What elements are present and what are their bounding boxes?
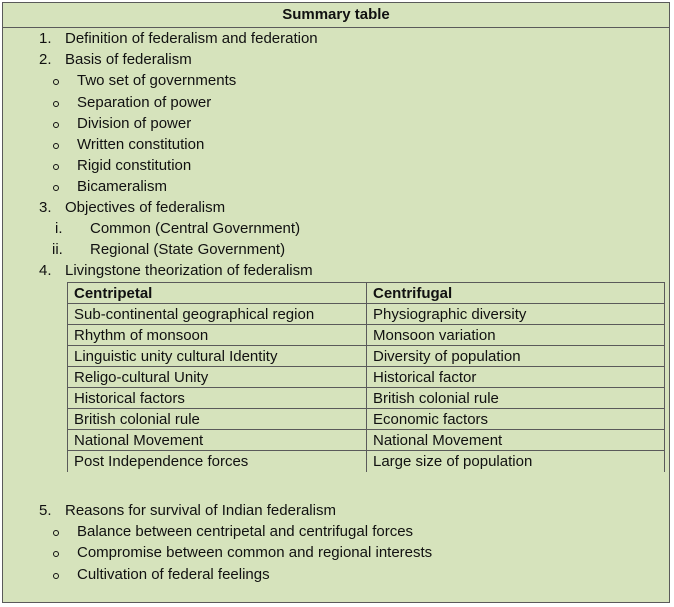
centrifugal-cell: Historical factor [367,367,665,388]
bullet-item [3,156,663,176]
centripetal-cell: Rhythm of monsoon [68,325,367,346]
sub-list-item [3,240,663,260]
circle-bullet-icon [53,143,59,149]
roman-numeral: ii. [52,241,63,258]
bullet-text: Rigid constitution [77,157,192,174]
list-item [3,50,663,70]
item-number: 3. [39,199,52,216]
bullet-text: Bicameralism [77,178,168,195]
table-row [68,409,665,430]
table-header-row [68,283,665,304]
centripetal-cell: British colonial rule [68,409,367,430]
centrifugal-cell: National Movement [367,430,665,451]
bullet-item [3,93,663,113]
item-text: Definition of federalism and federation [65,30,318,47]
circle-bullet-icon [53,185,59,191]
centrifugal-cell: Monsoon variation [367,325,665,346]
bullet-text: Balance between centripetal and centrifugal forces [77,523,414,540]
list-item [3,501,663,521]
item-text: Livingstone theorization of federalism [65,262,313,279]
bullet-text: Cultivation of federal feelings [77,566,270,583]
centripetal-cell: Sub-continental geographical region [68,304,367,325]
bullet-item [3,177,663,197]
circle-bullet-icon [53,573,59,579]
sub-item-text: Common (Central Government) [90,220,301,237]
list-item [3,29,663,49]
livingstone-table [67,282,665,472]
bullet-item [3,114,663,134]
table-row [68,451,665,472]
centripetal-cell: Historical factors [68,388,367,409]
table-row [68,346,665,367]
centrifugal-cell: British colonial rule [367,388,665,409]
item-text: Basis of federalism [65,51,192,68]
roman-numeral: i. [55,220,63,237]
bullet-text: Compromise between common and regional interests [77,544,433,561]
summary-table [2,2,670,603]
bullet-item [3,71,663,91]
bullet-text: Division of power [77,115,192,132]
bullet-text: Separation of power [77,94,212,111]
table-row [68,430,665,451]
bullet-item [3,135,663,155]
centrifugal-cell: Economic factors [367,409,665,430]
centrifugal-cell: Diversity of population [367,346,665,367]
column-header-centripetal: Centripetal [68,283,367,304]
circle-bullet-icon [53,122,59,128]
table-title: Summary table [3,3,669,28]
circle-bullet-icon [53,530,59,536]
bullet-item [3,543,663,563]
centripetal-cell: Religo-cultural Unity [68,367,367,388]
item-number: 4. [39,262,52,279]
table-row [68,304,665,325]
centripetal-cell: Post Independence forces [68,451,367,472]
sub-item-text: Regional (State Government) [90,241,286,258]
circle-bullet-icon [53,101,59,107]
centripetal-cell: Linguistic unity cultural Identity [68,346,367,367]
list-item [3,198,663,218]
bullet-text: Two set of governments [77,72,237,89]
centrifugal-cell: Large size of population [367,451,665,472]
centrifugal-cell: Physiographic diversity [367,304,665,325]
item-number: 2. [39,51,52,68]
circle-bullet-icon [53,79,59,85]
item-number: 5. [39,502,52,519]
bullet-item [3,522,663,542]
bullet-text: Written constitution [77,136,205,153]
item-text: Objectives of federalism [65,199,226,216]
circle-bullet-icon [53,164,59,170]
table-row [68,325,665,346]
circle-bullet-icon [53,551,59,557]
item-number: 1. [39,30,52,47]
item-text: Reasons for survival of Indian federalism [65,502,336,519]
column-header-centrifugal: Centrifugal [367,283,665,304]
centripetal-cell: National Movement [68,430,367,451]
table-row [68,388,665,409]
bullet-item [3,565,663,585]
table-row [68,367,665,388]
sub-list-item [3,219,663,239]
list-item [3,261,663,281]
